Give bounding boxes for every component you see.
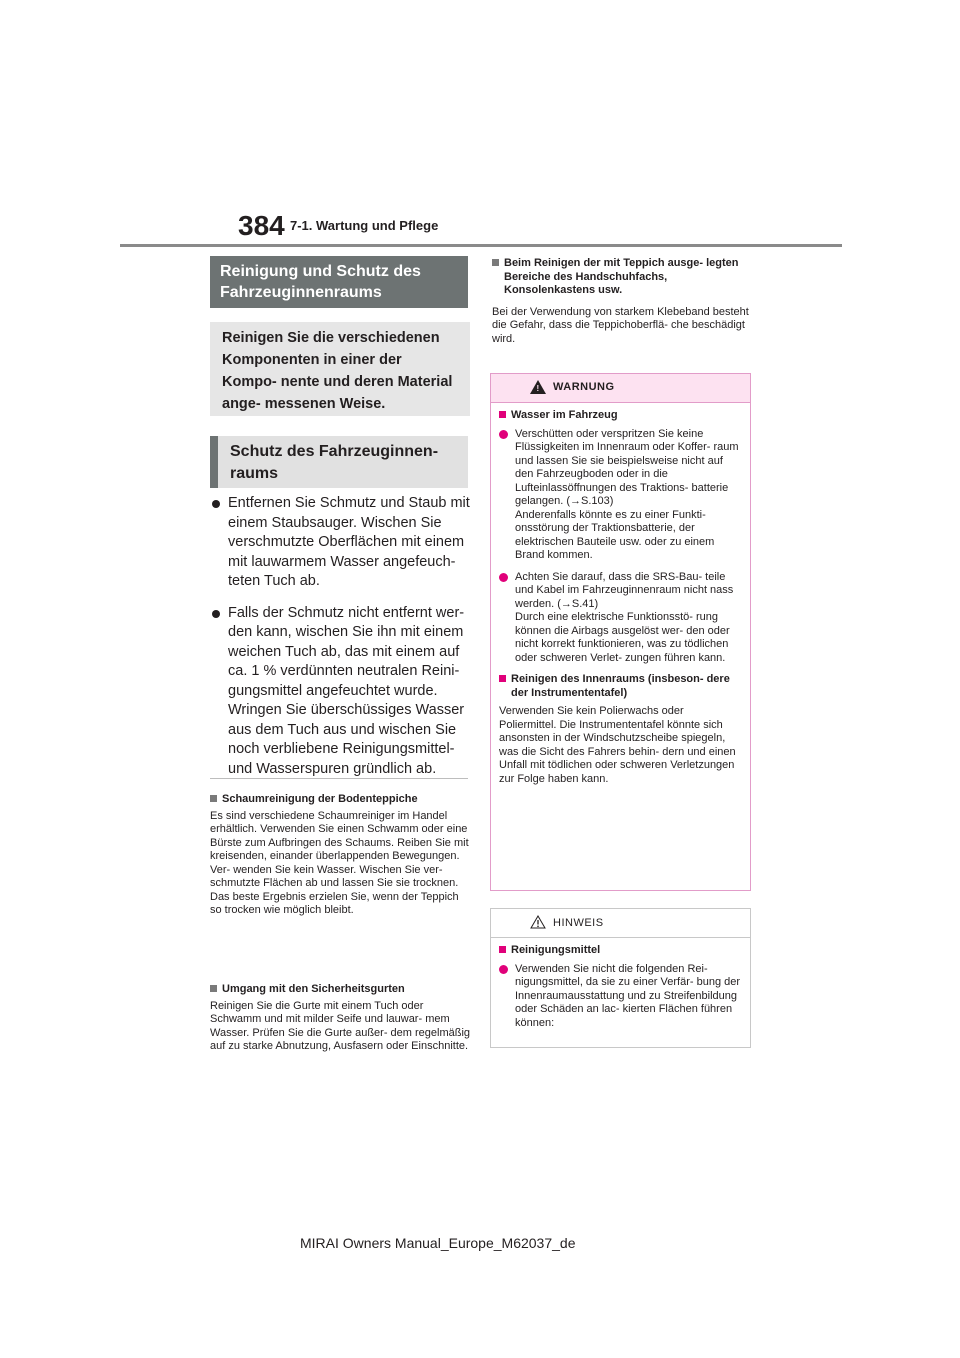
square-bullet-icon bbox=[499, 946, 506, 953]
bullet-list bbox=[210, 494, 472, 791]
subheading: Schaumreinigung der Bodenteppiche bbox=[222, 793, 418, 805]
list-item: Achten Sie darauf, dass die SRS-Bau- teile und Kabel im Fahrzeuginnenraum nicht nass werden. (→S.41) Durch eine elektrische Funktionsstö- rung können die Airbags ausgelöst wer- den oder nicht korrekt funktionieren, was zu tödlichen oder schweren Verlet- zungen führen kann. bbox=[499, 571, 742, 666]
bullet-icon bbox=[212, 500, 220, 508]
section-title-cleaning: Reinigung und Schutz des Fahrzeuginnenraums bbox=[210, 256, 468, 308]
square-bullet-icon bbox=[210, 795, 217, 802]
list-item: Verschütten oder verspritzen Sie keine Flüssigkeiten im Innenraum oder Koffer- raum und lassen Sie sie beispielsweise nicht auf den Fahrzeugboden oder in die Lufteinlassöffnungen des Traktions- batterie gelangen. (→S.103) Anderenfalls könnte es zu einer Funkti- onsstörung der Traktionsbatterie, der elektrischen Bauteile usw. oder zu einem Brand kommen. bbox=[499, 428, 742, 563]
footer-text: MIRAI Owners Manual_Europe_M62037_de bbox=[300, 1235, 576, 1251]
header-rule bbox=[120, 244, 842, 247]
subheading: Reinigen des Innenraums (insbeson- dere der Instrumententafel) bbox=[511, 673, 730, 699]
seatbelt-section bbox=[210, 983, 472, 1054]
caution-icon bbox=[530, 915, 546, 929]
divider bbox=[210, 778, 468, 779]
chapter-title: 7-1. Wartung und Pflege bbox=[290, 218, 439, 233]
glovebox-section bbox=[492, 257, 754, 346]
subheading: Wasser im Fahrzeug bbox=[511, 409, 618, 421]
bullet-icon bbox=[499, 430, 508, 439]
paragraph: Verwenden Sie kein Polierwachs oder Poliermittel. Die Instrumententafel könnte sich ansonsten in der Windschutzscheibe spiegeln, was die Sicht des Fahrers behin- dern und einen Unfall mit tödlichen oder schweren Verletzungen zur Folge haben kann. bbox=[499, 705, 736, 785]
subheading: Umgang mit den Sicherheitsgurten bbox=[222, 983, 405, 995]
warning-label: WARNUNG bbox=[553, 381, 615, 393]
page-number: 384 bbox=[238, 210, 285, 241]
warning-box: ! WARNUNG Wasser im Fahrzeug Verschütten oder verspritzen Sie keine Flüssigkeiten im Innenraum oder Koffer- raum und lassen Sie sie beispielsweise nicht auf den Fahrzeugboden oder in die Lufteinlassöffnungen des Traktions- batterie gelangen. (→S.103) Anderenfalls könnte es zu einer Funkti- onsstörung der Traktionsbatterie, der elektrischen Bauteile usw. oder zu einem Brand kommen. Achten Sie darauf, dass die SRS-Bau- teile und Kabel im Fahrzeuginnenraum nicht nass werden. (→S.41) Durch eine elektrische Funktionsstö- rung können die Airbags ausgelöst wer- den oder nicht korrekt funktionieren, was zu tödlichen oder schweren Verlet- zungen führen kann. Reinigen des Innenraums (insbeson- dere der Instrumententafel) Verwenden Sie kein Polierwachs oder Poliermittel. Die Instrumententafel könnte sich ansonsten in der Windschutzscheibe spiegeln, was die Sicht des Fahrers behin- dern und einen Unfall mit tödlichen oder schweren Verletzungen zur Folge haben kann. bbox=[490, 373, 751, 891]
paragraph: Es sind verschiedene Schaumreiniger im Handel erhältlich. Verwenden Sie einen Schwamm oder eine Bürste zum Aufbringen des Schaums. Reiben Sie mit kreisenden, einander überlappenden Bewegungen. Ver- wenden Sie kein Wasser. Wischen Sie ver- schmutzte Flächen ab und lassen Sie sie trocknen. Das beste Ergebnis erzielen Sie, wenn der Teppich so trocken wie möglich bleibt. bbox=[210, 809, 469, 916]
list-item: Falls der Schmutz nicht entfernt wer- den kann, wischen Sie ihn mit einem weichen Tuch ab, das mit einem auf ca. 1 % verdünnten neutralen Reini- gungsmittel angefeuchtet wurde. Wringen Sie überschüssiges Wasser aus dem Tuch aus und wischen Sie noch verbliebene Reinigungsmittel- und Wasserspuren gründlich ab. bbox=[210, 604, 472, 780]
list-item: Entfernen Sie Schmutz und Staub mit einem Staubsauger. Wischen Sie verschmutzte Oberflächen mit einem mit lauwarmem Wasser angefeuch- teten Tuch ab. bbox=[210, 494, 472, 592]
section-title-protection: Schutz des Fahrzeuginnen- raums bbox=[210, 436, 468, 488]
carpet-foam-section bbox=[210, 793, 472, 918]
note-label: HINWEIS bbox=[553, 917, 604, 929]
paragraph: Reinigen Sie die Gurte mit einem Tuch oder Schwamm und mit milder Seife und lauwar- mem Wasser. Prüfen Sie die Gurte außer- dem regelmäßig auf zu starke Abnutzung, Ausfasern oder Einschnitte. bbox=[210, 999, 471, 1052]
bullet-icon bbox=[499, 573, 508, 582]
list-item: Verwenden Sie nicht die folgenden Rei- nigungsmittel, da sie zu einer Verfär- bung der Innenraumausstattung und zu Streifenbildung oder Schäden an lac- kierten Flächen führen können: bbox=[499, 963, 742, 1031]
bullet-icon bbox=[212, 610, 220, 618]
square-bullet-icon bbox=[499, 675, 506, 682]
bullet-icon bbox=[499, 965, 508, 974]
intro-box: Reinigen Sie die verschiedenen Komponenten in einer der Kompo- nente und deren Material ange- messenen Weise. bbox=[210, 322, 470, 416]
square-bullet-icon bbox=[210, 985, 217, 992]
subheading: Beim Reinigen der mit Teppich ausge- legten Bereiche des Handschuhfachs, Konsolenkastens usw. bbox=[504, 257, 739, 296]
square-bullet-icon bbox=[492, 259, 499, 266]
paragraph: Bei der Verwendung von starkem Klebeband besteht die Gefahr, dass die Teppichoberflä- che beschädigt wird. bbox=[492, 305, 749, 345]
note-box bbox=[490, 908, 751, 1048]
square-bullet-icon bbox=[499, 411, 506, 418]
subheading: Reinigungsmittel bbox=[511, 944, 601, 956]
